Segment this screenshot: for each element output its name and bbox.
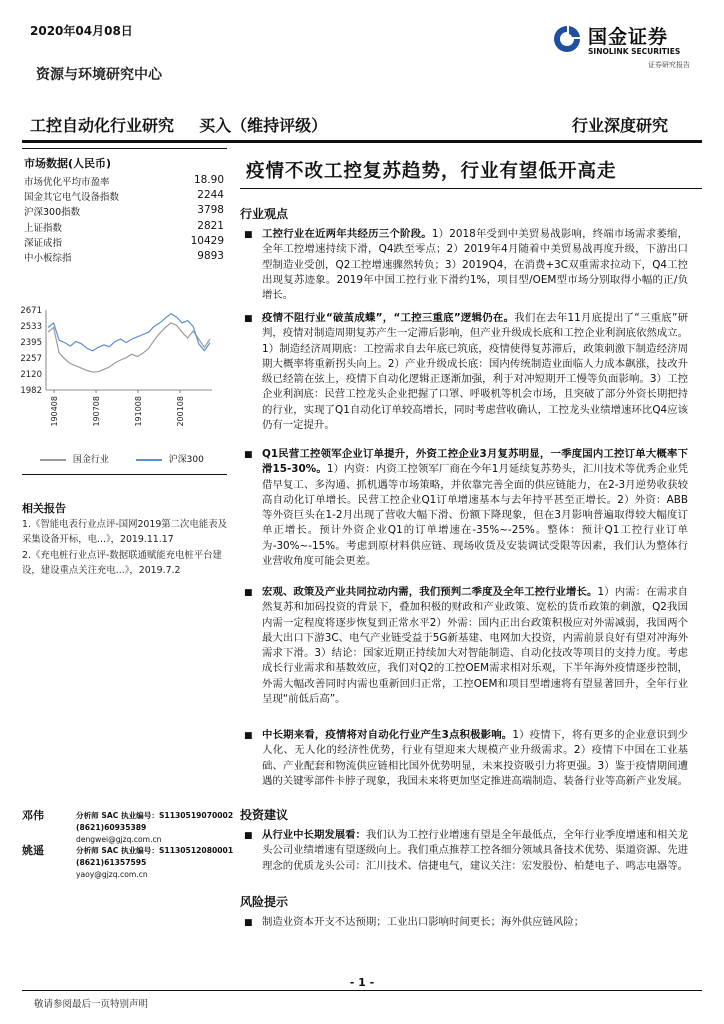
section-risk: 风险提示 (240, 895, 289, 909)
related-report-item[interactable]: 1.《智能电表行业点评-国网2019第二次电能表及采集设备开标，电...》，2019.11.17 (22, 519, 227, 545)
x-tick-label: 190408 (50, 396, 59, 427)
y-tick-label: 2120 (20, 369, 42, 380)
sidebar-divider (22, 148, 227, 149)
report-type: 行业深度研究 (572, 116, 669, 135)
rating: 买入（维持评级） (199, 116, 328, 135)
y-tick-label: 2671 (20, 306, 42, 316)
bullet-icon: ■ (244, 450, 253, 460)
viewpoint-paragraph: 中长期来看，疫情将对自动化行业产生3点积极影响。1）疫情下，将有更多的企业意识到少人化、无人化的经济性优势，行业有望迎来大规模产业升级需求。2）疫情下中国在工业基础、产业配套和物流供应链相比国外优势明显，未来投资吸引力将更强。3）鉴于疫情期间遭遇的关键零部件卡脖子现象，我国未来将更加坚定推进高端制造、装备行业等高新产业发展。 (262, 729, 689, 787)
bullet-icon: ■ (244, 831, 253, 841)
market-row: 中小板综指 9893 (24, 249, 224, 264)
y-tick-label: 2257 (20, 354, 42, 365)
logo-name-en: SINOLINK SECURITIES (588, 47, 681, 56)
section-investment: 投资建议 (240, 808, 289, 822)
logo-name-cn: 国金证券 (588, 26, 669, 48)
legend-swatch-industry (40, 459, 66, 461)
legend-swatch-hs300 (136, 459, 162, 461)
analyst-name: 姚遥 (22, 844, 44, 857)
analyst-email[interactable]: yaoy@gjzq.com.cn (76, 870, 148, 879)
market-row: 国金其它电气设备指数 2244 (24, 189, 224, 204)
price-line-chart (16, 304, 226, 444)
footer-disclaimer: 敬请参阅最后一页特别声明 (34, 999, 149, 1010)
headline: 疫情不改工控复苏趋势，行业有望低开高走 (246, 161, 617, 182)
y-tick-label: 2533 (20, 322, 42, 333)
bullet-icon: ■ (244, 314, 253, 324)
report-date: 2020年04月08日 (30, 24, 133, 38)
legend-label-industry: 国金行业 (72, 455, 109, 465)
series-line-hs300 (48, 314, 210, 351)
market-row: 深证成指 10429 (24, 234, 224, 249)
bullet-icon: ■ (244, 918, 253, 928)
series-line-industry (48, 323, 210, 372)
y-tick-label: 2395 (20, 338, 42, 349)
viewpoint-paragraph: 疫情不阻行业“破茧成蝶”，“工控三重底”逻辑仍在。我们在去年11月底提出了“三重底”研判，疫情对制造周期复苏产生一定滞后影响，但产业升级成长底和工控企业利润底依然成立。1）制造经济周期底：工控需求自去年底已筑底，疫情使得复苏滞后，政策刺激下制造经济周期大概率将重新拐头向上。2）产业升级成长底：国内传统制造业面临人力成本飙涨，技改升级已经箭在弦上，疫情下自动化逻辑正逐渐加强，利于对冲短期开工慢等负面影响。3）工控企业利润底：民营工控龙头企业把握了口罩、呼吸机等机会市场，且突破了部分外资长期把持的行业，实现了Q1自动化订单较高增长，同时考虑营收确认，工控龙头业绩增速环比Q4应该仍有一定提升。 (262, 312, 689, 432)
related-reports-title: 相关报告 (22, 502, 66, 515)
bullet-icon: ■ (244, 588, 253, 598)
market-row: 市场优化平均市盈率 18.90 (24, 174, 224, 188)
report-title: 工控自动化行业研究 (30, 116, 175, 135)
header-divider (22, 140, 702, 143)
bullet-icon: ■ (244, 731, 253, 741)
legend-label-hs300: 沪深300 (168, 455, 204, 465)
analyst-info: 分析师 SAC 执业编号：S1130519070002 (8621)60935389 dengwei@gjzq.com.cn (76, 810, 256, 846)
related-report-item[interactable]: 2.《充电桩行业点评-数据联通赋能充电桩平台建设，建设重点关注充电...》，2019.7.2 (22, 550, 222, 576)
footer-divider (22, 990, 702, 991)
x-tick-label: 191008 (134, 396, 143, 427)
market-row: 上证指数 2821 (24, 219, 224, 234)
sinolink-logo-icon (552, 24, 582, 54)
x-tick-label: 200108 (176, 396, 185, 427)
chart-legend (40, 452, 204, 465)
risk-paragraph: 制造业资本开支不达预期；工业出口影响时间更长；海外供应链风险； (262, 916, 585, 928)
section-industry-view: 行业观点 (240, 207, 289, 221)
research-center: 资源与环境研究中心 (36, 67, 162, 83)
page-number: - 1 - (349, 976, 375, 989)
analyst-info: 分析师 SAC 执业编号：S1130512080001 (8621)61357595 yaoy@gjzq.com.cn (76, 845, 256, 881)
logo-subtitle: 证券研究报告 (648, 61, 690, 69)
investment-paragraph: 从行业中长期发展看：我们认为工控行业增速有望是全年最低点，全年行业季度增速和相关龙头公司业绩增速有望逐级向上。我们重点推荐工控各细分领域具备技术优势、渠道资源、先进理念的优质龙头公司：汇川技术、信捷电气，建议关注：宏发股份、柏楚电子、鸣志电器等。 (262, 829, 689, 872)
main-divider (240, 188, 702, 189)
market-data-title: 市场数据(人民币) (24, 157, 112, 170)
viewpoint-paragraph: 工控行业在近两年共经历三个阶段。1）2018年受到中美贸易战影响，终端市场需求萎缩，全年工控增速持续下滑，Q4跌至零点；2）2019年4月随着中美贸易战再度升级，下游出口型制造业受创，Q2工控增速骤然转负；3）2019Q4，在消费+3C双重需求拉动下，Q4工控出现复苏迹象。2019年中国工控行业下滑约1%，项目型/OEM型市场分别取得小幅的正/负增长。 (262, 228, 688, 302)
viewpoint-paragraph: Q1民营工控领军企业订单提升，外资工控企业3月复苏明显，一季度国内工控订单大概率下滑15-30%。1）内资：内资工控领军厂商在今年1月延续复苏势头，汇川技术等优秀企业凭借早复工、多沟通、抓机遇等市场策略，并依靠完善全面的供应链能力，在2-3月逆势收获较高自动化订单增长。民营工控企业Q1订单增速基本与去年持平甚至正增长。2）外资：ABB等外资巨头在1-2月出现了营收大幅下滑、份额下降现象，但在3月影响普遍取得较大幅度订单正增长。预计外资企业Q1的订单增速在-35%~-25%。整体：预计Q1工控行业订单为-30%~-15%。考虑到原材料供应链、现场收货及安装调试受限等因素，我们认为整体行业营收角度可能会更差。 (262, 448, 688, 568)
market-data-table (24, 174, 224, 265)
bullet-icon: ■ (244, 230, 253, 240)
chart-divider (22, 474, 227, 475)
viewpoint-paragraph: 宏观、政策及产业共同拉动内需，我们预判二季度及全年工控行业增长。1）内需：在需求自然复苏和加码投资的背景下，叠加积极的财政和产业政策、宽松的货币政策的刺激，Q2我国内需一定程度将逐步恢复到正常水平2）外需：国内正出台政策积极应对外需减弱，我国两个最大出口下游3C、电气产业链受益于5G新基建、电网加大投资，内需前景良好有望对冲海外需求下滑。3）结论：国家近期正持续加大对智能制造、自动化技改等项目的支持力度。考虑成长行业需求和基数效应，我们对Q2的工控OEM需求相对乐观，下半年海外疫情逐步控制，外需大幅改善同时内需也重新回归正常，工控OEM和项目型增速将有望显著回升，全年行业呈现“前低后高”。 (262, 586, 688, 706)
y-tick-label: 1982 (20, 386, 42, 396)
x-tick-label: 190708 (92, 396, 101, 427)
market-row: 沪深300指数 3798 (24, 204, 224, 219)
analyst-name: 邓伟 (22, 809, 44, 822)
analyst-email[interactable]: dengwei@gjzq.com.cn (76, 835, 162, 844)
company-logo (552, 22, 702, 72)
report-title-row (30, 113, 327, 136)
